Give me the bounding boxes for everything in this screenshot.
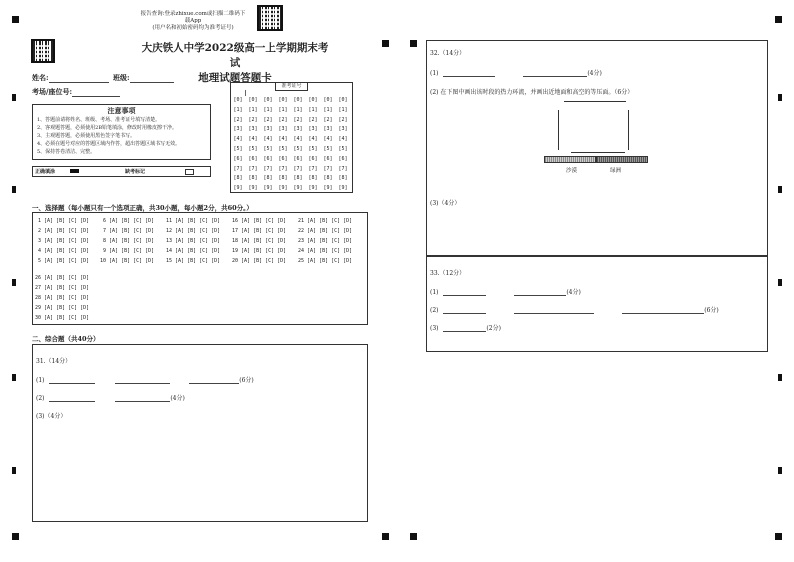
answer-blank[interactable]	[49, 393, 95, 402]
oasis-surface	[596, 156, 648, 163]
corner-mark-top-left	[12, 16, 19, 23]
title-line2: 地理试题答题卡	[198, 72, 272, 84]
mc-row[interactable]: 5 [A] [B] [C] [D]	[38, 258, 90, 264]
name-label: 姓名:	[32, 73, 49, 82]
correct-fill-sample	[70, 169, 79, 173]
title-line1: 大庆铁人中学2022级高一上学期期末考试	[141, 42, 329, 69]
mc-row[interactable]: 13 [A] [B] [C] [D]	[166, 238, 221, 244]
name-field[interactable]	[49, 74, 109, 83]
qr-code-icon	[31, 39, 55, 63]
absent-checkbox[interactable]	[185, 169, 194, 175]
mc-row[interactable]: 28 [A] [B] [C] [D]	[35, 295, 90, 301]
answer-blank[interactable]	[443, 323, 486, 332]
answer-blank[interactable]	[622, 305, 704, 314]
timing-mark	[12, 94, 16, 101]
q32-part2: (2) 在下图中画出该时段的热力环流，并画出近地面和高空的等压面。（6分）	[430, 89, 634, 96]
answer-blank[interactable]	[523, 68, 587, 77]
q32-part3: (3)（4分）	[430, 200, 461, 207]
notes-box	[32, 104, 211, 160]
correct-fill-label: 正确填涂	[35, 169, 56, 175]
mc-row[interactable]: 15 [A] [B] [C] [D]	[166, 258, 221, 264]
exam-id-column[interactable]: [0] [1] [2] [3] [4] [5] [6] [7] [8] [9]	[293, 97, 303, 192]
class-field[interactable]	[130, 74, 174, 83]
mc-row[interactable]: 3 [A] [B] [C] [D]	[38, 238, 90, 244]
mc-row[interactable]: 29 [A] [B] [C] [D]	[35, 305, 90, 311]
exam-id-label: 准考证号	[275, 83, 308, 91]
mc-row[interactable]: 9 [A] [B] [C] [D]	[103, 248, 155, 254]
corner-mark-top-right	[775, 16, 782, 23]
timing-mark	[12, 279, 16, 286]
mc-row[interactable]: 22 [A] [B] [C] [D]	[298, 228, 353, 234]
oasis-label: 绿洲	[610, 168, 622, 174]
q33-part2: (2) (6分)	[430, 307, 719, 314]
mc-row[interactable]: 27 [A] [B] [C] [D]	[35, 285, 90, 291]
note-item: 2、客观题答题，必须使用2B铅笔填涂，修改时用橡皮擦干净。	[37, 125, 178, 131]
absent-label: 缺考标记	[125, 169, 146, 175]
q32-answer-box[interactable]	[426, 40, 768, 256]
column-mark	[382, 40, 389, 47]
mc-row[interactable]: 18 [A] [B] [C] [D]	[232, 238, 287, 244]
mc-row[interactable]: 21 [A] [B] [C] [D]	[298, 218, 353, 224]
q31-answer-box[interactable]	[32, 344, 368, 522]
answer-blank[interactable]	[49, 375, 95, 384]
exam-id-column[interactable]: [0] [1] [2] [3] [4] [5] [6] [7] [8] [9]	[278, 97, 288, 192]
desert-surface	[544, 156, 596, 163]
note-item: 5、保持答卷清洁、完整。	[37, 149, 96, 155]
mc-row[interactable]: 1 [A] [B] [C] [D]	[38, 218, 90, 224]
exam-id-grid	[230, 82, 353, 193]
answer-blank[interactable]	[115, 393, 170, 402]
q33-title: 33.（12分）	[430, 270, 466, 277]
mc-row[interactable]: 19 [A] [B] [C] [D]	[232, 248, 287, 254]
report-query-note	[138, 11, 248, 32]
multiple-choice-box	[32, 212, 368, 325]
timing-mark	[778, 94, 782, 101]
mc-row[interactable]: 8 [A] [B] [C] [D]	[103, 238, 155, 244]
q32-part1: (1) (4分)	[430, 70, 602, 77]
seat-label: 考场/座位号:	[32, 87, 73, 96]
column-mark	[410, 40, 417, 47]
mc-row[interactable]: 14 [A] [B] [C] [D]	[166, 248, 221, 254]
thermal-circulation-diagram[interactable]	[544, 101, 650, 179]
timing-mark	[12, 374, 16, 381]
name-class-row	[32, 73, 174, 83]
column-mark	[410, 533, 417, 540]
class-label: 班级:	[113, 73, 130, 82]
q31-part1: (1) (6分)	[36, 377, 254, 384]
seat-row	[32, 87, 120, 97]
q33-part1: (1) (4分)	[430, 289, 581, 296]
corner-mark-bottom-left	[12, 533, 19, 540]
mc-row[interactable]: 12 [A] [B] [C] [D]	[166, 228, 221, 234]
timing-mark	[778, 279, 782, 286]
fill-sample-box	[32, 166, 211, 177]
mc-row[interactable]: 4 [A] [B] [C] [D]	[38, 248, 90, 254]
q31-part2: (2) (4分)	[36, 395, 185, 402]
mc-row[interactable]: 2 [A] [B] [C] [D]	[38, 228, 90, 234]
answer-blank[interactable]	[443, 287, 486, 296]
exam-id-column[interactable]: [0] [1] [2] [3] [4] [5] [6] [7] [8] [9]	[338, 97, 348, 192]
exam-id-column[interactable]: [0] [1] [2] [3] [4] [5] [6] [7] [8] [9]	[323, 97, 333, 192]
mc-row[interactable]: 6 [A] [B] [C] [D]	[103, 218, 155, 224]
timing-mark	[778, 374, 782, 381]
timing-mark	[778, 186, 782, 193]
q33-answer-box[interactable]	[426, 256, 768, 352]
report-query-line1: 报告查询:登录zhixue.com或扫描二维码下载App	[140, 11, 246, 24]
seat-field[interactable]	[72, 88, 120, 97]
note-item: 4、必须在题号对应的答题区域内作答，超出答题区域书写无效。	[37, 141, 181, 147]
q32-title: 32.（14分）	[430, 50, 466, 57]
q31-title: 31.（14分）	[36, 358, 72, 365]
answer-blank[interactable]	[443, 68, 495, 77]
desert-label: 沙漠	[566, 168, 578, 174]
answer-blank[interactable]	[115, 375, 170, 384]
mc-row[interactable]: 10 [A] [B] [C] [D]	[100, 258, 155, 264]
notes-title: 注意事项	[107, 106, 136, 115]
section2-title: 二、综合题（共40分）	[32, 335, 100, 343]
timing-mark	[778, 467, 782, 474]
note-item: 1、答题前请将姓名、班级、考场、准考证号填写清楚。	[37, 117, 161, 123]
note-item: 3、主观题答题，必须使用黑色签字笔书写。	[37, 133, 136, 139]
column-mark	[382, 533, 389, 540]
mc-row[interactable]: 24 [A] [B] [C] [D]	[298, 248, 353, 254]
mc-row[interactable]: 17 [A] [B] [C] [D]	[232, 228, 287, 234]
exam-id-column[interactable]: [0] [1] [2] [3] [4] [5] [6] [7] [8] [9]	[263, 97, 273, 192]
mc-row[interactable]: 25 [A] [B] [C] [D]	[298, 258, 353, 264]
q31-part3: (3)（4分）	[36, 413, 67, 420]
answer-blank[interactable]	[189, 375, 239, 384]
mc-row[interactable]: 7 [A] [B] [C] [D]	[103, 228, 155, 234]
answer-blank[interactable]	[514, 305, 594, 314]
exam-id-column[interactable]: [0] [1] [2] [3] [4] [5] [6] [7] [8] [9]	[248, 97, 258, 192]
q33-part3: (3) (2分)	[430, 325, 501, 332]
exam-id-column[interactable]: [0] [1] [2] [3] [4] [5] [6] [7] [8] [9]	[233, 97, 243, 192]
mc-row[interactable]: 30 [A] [B] [C] [D]	[35, 315, 90, 321]
section1-title: 一、选择题（每小题只有一个选项正确，共30小题，每小题2分，共60分。）	[32, 204, 253, 212]
exam-id-column[interactable]: [0] [1] [2] [3] [4] [5] [6] [7] [8] [9]	[308, 97, 318, 192]
qr-code-icon	[257, 5, 283, 31]
report-query-line2: (用户名和初始密码均为准考证号)	[152, 25, 234, 31]
mc-row[interactable]: 23 [A] [B] [C] [D]	[298, 238, 353, 244]
mc-row[interactable]: 11 [A] [B] [C] [D]	[166, 218, 221, 224]
mc-row[interactable]: 20 [A] [B] [C] [D]	[232, 258, 287, 264]
corner-mark-bottom-right	[775, 533, 782, 540]
mc-row[interactable]: 16 [A] [B] [C] [D]	[232, 218, 287, 224]
timing-mark	[12, 467, 16, 474]
timing-mark	[12, 186, 16, 193]
mc-row[interactable]: 26 [A] [B] [C] [D]	[35, 275, 90, 281]
answer-blank[interactable]	[514, 287, 566, 296]
answer-blank[interactable]	[443, 305, 486, 314]
